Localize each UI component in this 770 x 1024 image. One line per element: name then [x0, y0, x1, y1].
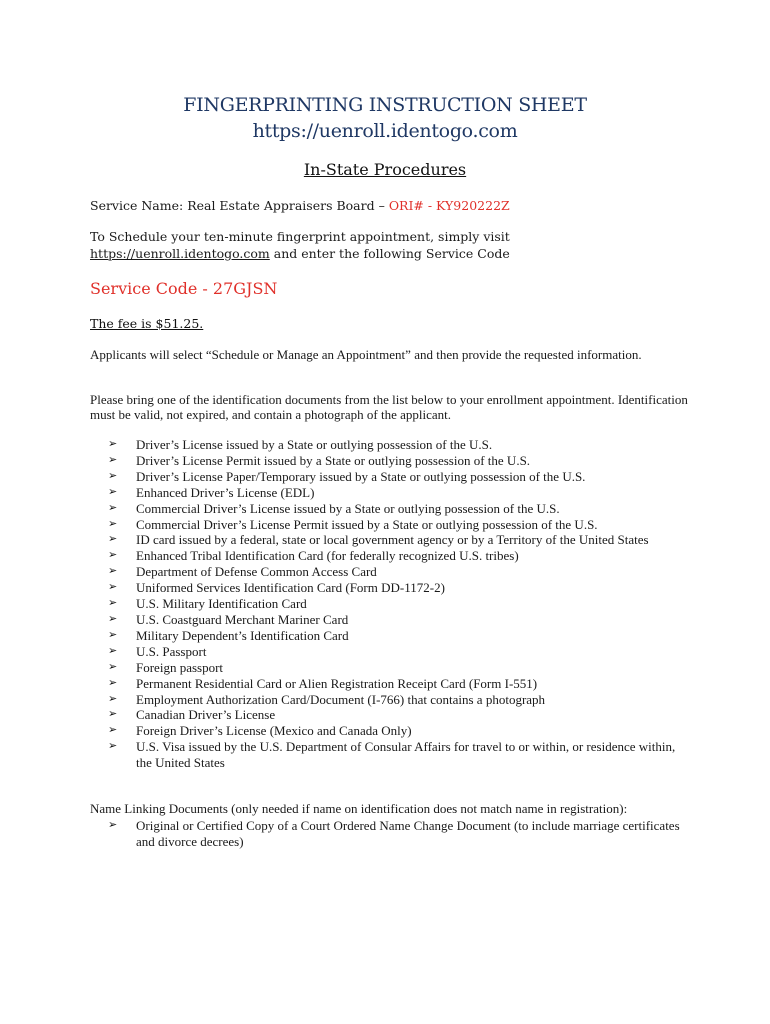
list-item-text: Commercial Driver’s License issued by a State or outlying possession of the U.S. [136, 500, 560, 516]
id-documents-list [108, 437, 688, 771]
identification-instruction: Please bring one of the identification documents from the list below to your enrollment appointment. Identification must be valid, not expired, and contain a photograph of the applicant. [90, 392, 688, 422]
list-item [108, 437, 688, 453]
list-item [108, 564, 688, 580]
arrow-bullet-icon: ➢ [108, 628, 118, 641]
list-item-text: Driver’s License Paper/Temporary issued by a State or outlying possession of the U.S. [136, 468, 586, 484]
schedule-instruction-line2 [90, 246, 700, 262]
list-item-text: Enhanced Driver’s License (EDL) [136, 484, 315, 500]
arrow-bullet-icon: ➢ [108, 660, 118, 673]
list-item [108, 692, 688, 708]
list-item [108, 818, 688, 850]
list-item-text: ID card issued by a federal, state or local government agency or by a Territory of the United States [136, 532, 649, 548]
list-item [108, 676, 688, 692]
list-item-text: Driver’s License Permit issued by a State or outlying possession of the U.S. [136, 452, 531, 468]
list-item [108, 612, 688, 628]
arrow-bullet-icon: ➢ [108, 501, 118, 514]
service-code: Service Code - 27GJSN [90, 279, 278, 298]
list-item [108, 548, 688, 564]
arrow-bullet-icon: ➢ [108, 581, 118, 594]
arrow-bullet-icon: ➢ [108, 453, 118, 466]
arrow-bullet-icon: ➢ [108, 740, 118, 753]
arrow-bullet-icon: ➢ [108, 708, 118, 721]
list-item [108, 580, 688, 596]
list-item [108, 723, 688, 739]
list-item-text: Uniformed Services Identification Card (Form DD-1172-2) [136, 580, 445, 596]
page-title: FINGERPRINTING INSTRUCTION SHEET [183, 94, 587, 116]
list-item [108, 628, 688, 644]
list-item [108, 660, 688, 676]
list-item-text: Original or Certified Copy of a Court Ordered Name Change Document (to include marriage certificates and divorce decrees) [136, 818, 680, 849]
name-linking-documents-list [108, 818, 688, 850]
list-item-text: Permanent Residential Card or Alien Registration Receipt Card (Form I-551) [136, 675, 538, 691]
service-name-label: Service Name: Real Estate Appraisers Board – [90, 198, 389, 213]
arrow-bullet-icon: ➢ [108, 819, 118, 831]
ori-number: ORI# - KY920222Z [388, 198, 510, 213]
list-item-text: Foreign Driver’s License (Mexico and Canada Only) [136, 723, 412, 739]
arrow-bullet-icon: ➢ [108, 533, 118, 546]
list-item [108, 596, 688, 612]
list-item-text: U.S. Visa issued by the U.S. Department of Consular Affairs for travel to or within, or residence within, the United States [136, 739, 676, 771]
list-item-text: U.S. Passport [136, 643, 207, 659]
list-item-text: Employment Authorization Card/Document (I-766) that contains a photograph [136, 691, 546, 707]
enrollment-link[interactable]: https://uenroll.identogo.com [90, 246, 270, 261]
list-item-text: Commercial Driver’s License Permit issued by a State or outlying possession of the U.S. [136, 516, 598, 532]
arrow-bullet-icon: ➢ [108, 724, 118, 737]
arrow-bullet-icon: ➢ [108, 644, 118, 657]
list-item [108, 453, 688, 469]
list-item [108, 469, 688, 485]
list-item-text: U.S. Military Identification Card [136, 596, 307, 612]
applicants-instruction: Applicants will select “Schedule or Manage an Appointment” and then provide the requested information. [90, 347, 642, 362]
arrow-bullet-icon: ➢ [108, 692, 118, 705]
list-item-text: Driver’s License issued by a State or outlying possession of the U.S. [136, 437, 493, 452]
list-item-text: Military Dependent’s Identification Card [136, 627, 349, 643]
fee-text: The fee is $51.25. [90, 316, 204, 331]
list-item-text: Foreign passport [136, 659, 224, 675]
list-item [108, 485, 688, 501]
list-item-text: Enhanced Tribal Identification Card (for federally recognized U.S. tribes) [136, 548, 519, 564]
arrow-bullet-icon: ➢ [108, 485, 118, 498]
schedule-instruction-rest: and enter the following Service Code [269, 246, 510, 261]
schedule-instruction-line1: To Schedule your ten-minute fingerprint appointment, simply visit [90, 229, 510, 244]
list-item [108, 739, 688, 771]
list-item [108, 532, 688, 548]
arrow-bullet-icon: ➢ [108, 612, 118, 625]
list-item-text: Canadian Driver’s License [136, 707, 276, 723]
name-linking-intro: Name Linking Documents (only needed if name on identification does not match name in registration): [90, 801, 628, 816]
arrow-bullet-icon: ➢ [108, 469, 118, 482]
title-url: https://uenroll.identogo.com [252, 120, 518, 142]
section-heading: In-State Procedures [303, 160, 467, 179]
list-item-text: Department of Defense Common Access Card [136, 564, 377, 580]
list-item [108, 517, 688, 533]
list-item [108, 707, 688, 723]
list-item-text: U.S. Coastguard Merchant Mariner Card [136, 611, 349, 627]
list-item [108, 644, 688, 660]
list-item [108, 501, 688, 517]
arrow-bullet-icon: ➢ [108, 565, 118, 578]
arrow-bullet-icon: ➢ [108, 438, 118, 450]
service-name-line [90, 198, 700, 214]
arrow-bullet-icon: ➢ [108, 517, 118, 530]
arrow-bullet-icon: ➢ [108, 549, 118, 562]
arrow-bullet-icon: ➢ [108, 676, 118, 689]
arrow-bullet-icon: ➢ [108, 597, 118, 610]
